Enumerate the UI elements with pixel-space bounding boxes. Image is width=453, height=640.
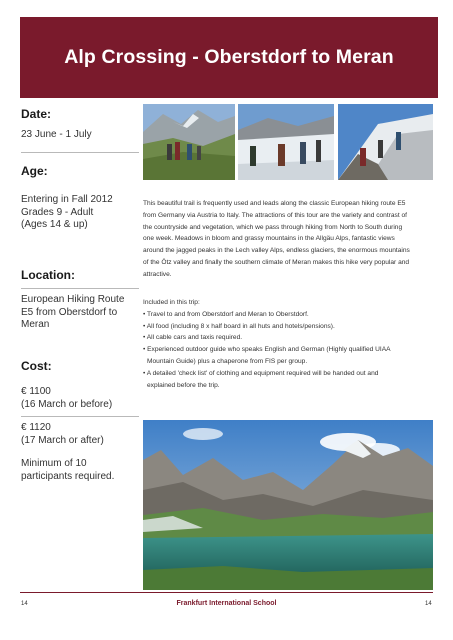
age-line: Grades 9 - Adult <box>21 206 94 218</box>
divider <box>21 288 139 289</box>
cost-heading: Cost: <box>21 359 52 373</box>
location-heading: Location: <box>21 268 75 282</box>
included-item: • A detailed 'check list' of clothing and equipment required will be handed out and <box>143 369 379 377</box>
cost-line: € 1100 <box>21 386 51 397</box>
description-line: attractive. <box>143 270 172 278</box>
description-line: This beautiful trail is frequently used and leads along the classic European hiking route E5 <box>143 200 406 207</box>
hikers-photo-2 <box>238 104 334 180</box>
included-item: • All cable cars and taxis required. <box>143 334 243 342</box>
age-line: Entering in Fall 2012 <box>21 194 113 205</box>
cost-early <box>21 386 139 411</box>
minimum-line: Minimum of 10 <box>21 458 87 469</box>
date-value: 23 June - 1 July <box>21 129 92 140</box>
minimum-line: participants required. <box>21 470 115 482</box>
page-number-right: 14 <box>425 601 432 607</box>
location-value <box>21 294 139 332</box>
included-item: • All food (including 8 x half board in all huts and hotels/pensions). <box>143 322 335 330</box>
hikers-photo-1 <box>143 104 235 180</box>
page-title: Alp Crossing - Oberstdorf to Meran <box>64 46 394 68</box>
description-line: of the Ötz valley and finally the southern climate of Meran makes this hike very popular and <box>143 258 410 266</box>
footer-school-name: Frankfurt International School <box>176 600 277 607</box>
included-heading: Included in this trip: <box>143 299 200 306</box>
location-line: E5 from Oberstdorf to <box>21 306 118 318</box>
description-line: from Germany via Austria to Italy. The attractions of this tour are the variety and contrast of <box>143 211 407 219</box>
included-list <box>143 297 433 391</box>
included-item: • Experienced outdoor guide who speaks English and German (Highly qualified UIAA <box>143 346 391 354</box>
date-heading: Date: <box>21 107 52 121</box>
included-item: Mountain Guide) plus a chaperone from FIS per group. <box>147 357 308 365</box>
age-heading: Age: <box>21 164 48 178</box>
divider <box>21 416 139 417</box>
hikers-photo-3 <box>338 104 433 180</box>
description-line: the countryside and vegetation, which we pass through hiking from North to South during <box>143 223 403 231</box>
footer-divider <box>20 592 433 593</box>
cost-line: (17 March or after) <box>21 434 104 446</box>
location-line: Meran <box>21 319 50 330</box>
divider <box>21 152 139 153</box>
title-banner <box>20 17 438 98</box>
description-line: around the jagged peaks in the Lech valley Alps, endless glaciers, the enormous mountains <box>143 247 410 255</box>
minimum-participants <box>21 458 139 483</box>
location-line: European Hiking Route <box>21 294 125 305</box>
cost-line: (16 March or before) <box>21 398 113 410</box>
age-line: (Ages 14 & up) <box>21 219 88 230</box>
trip-description <box>143 198 433 281</box>
cost-late <box>21 422 139 447</box>
included-item: explained before the trip. <box>147 381 220 389</box>
page-number-left: 14 <box>21 601 28 607</box>
age-value <box>21 194 139 232</box>
alpine-lake-photo <box>143 420 433 590</box>
cost-line: € 1120 <box>21 422 51 433</box>
description-line: one week. Meadows in bloom and grassy mountains in the Allgäu Alps, fantastic views <box>143 235 395 243</box>
included-item: • Travel to and from Oberstdorf and Meran to Oberstdorf. <box>143 310 309 318</box>
